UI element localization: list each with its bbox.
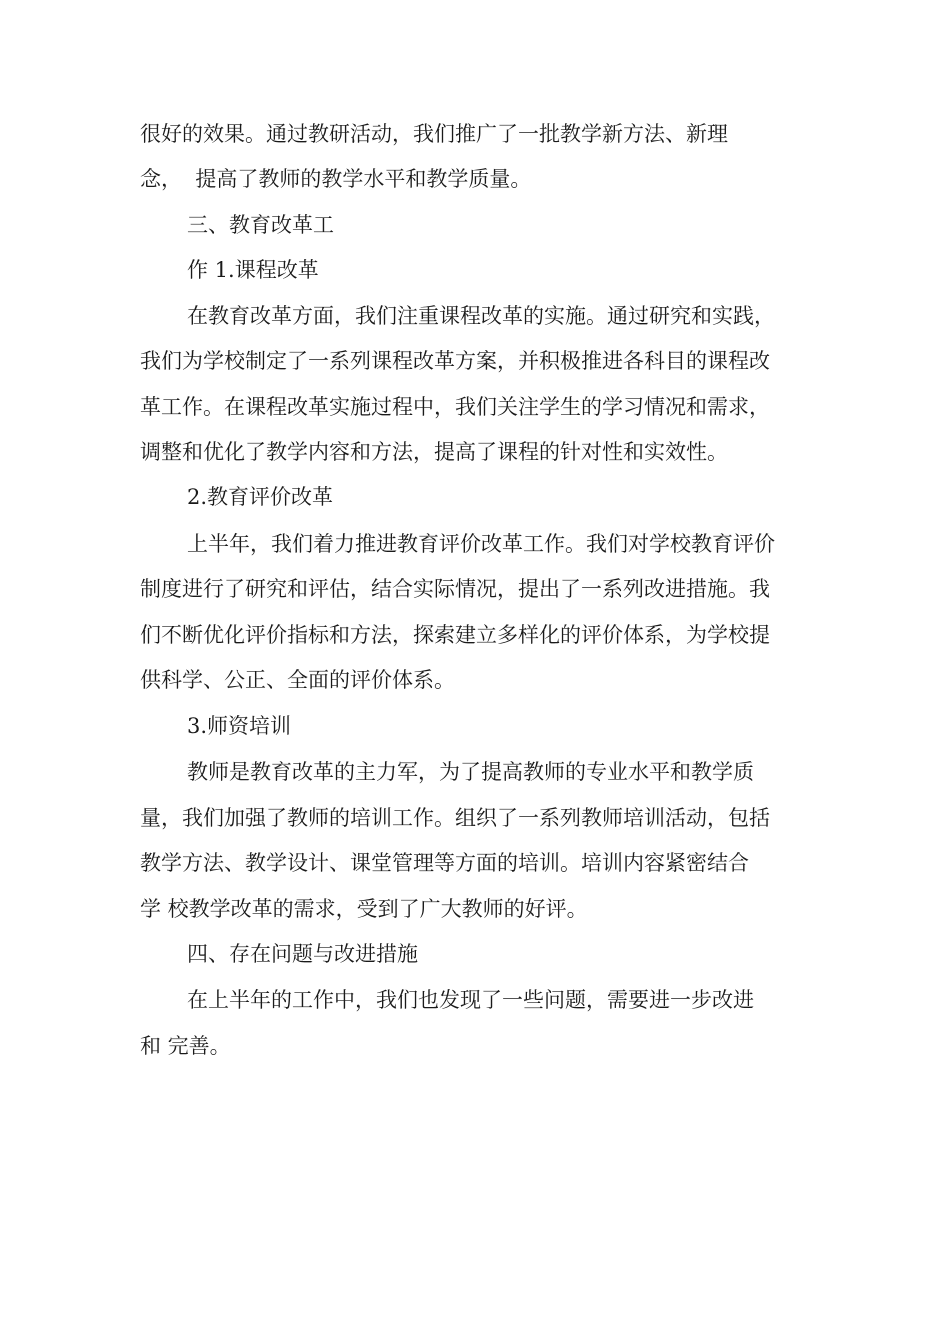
- text-line: 们不断优化评价指标和方法，探索建立多样化的评价体系，为学校提: [140, 623, 770, 647]
- text-line: 制度进行了研究和评估，结合实际情况，提出了一系列改进措施。我: [140, 577, 770, 601]
- text-line: 供科学、公正、全面的评价体系。: [140, 668, 455, 692]
- text-line: 革工作。在课程改革实施过程中，我们关注学生的学习情况和需求，: [140, 395, 770, 419]
- subsection-heading: 3.师资培训: [187, 714, 292, 738]
- text-line: 我们为学校制定了一系列课程改革方案，并积极推进各科目的课程改: [140, 349, 770, 373]
- subsection-heading: 2.教育评价改革: [187, 485, 334, 509]
- text-line: 念， 提高了教师的教学水平和教学质量。: [140, 167, 532, 191]
- section-heading: 作 1.课程改革: [187, 258, 319, 282]
- text-line: 教师是教育改革的主力军，为了提高教师的专业水平和教学质: [187, 760, 754, 784]
- text-line: 和 完善。: [140, 1034, 231, 1058]
- text-line: 在上半年的工作中，我们也发现了一些问题，需要进一步改进: [187, 988, 754, 1012]
- text-line: 上半年，我们着力推进教育评价改革工作。我们对学校教育评价: [187, 532, 775, 556]
- text-line: 调整和优化了教学内容和方法，提高了课程的针对性和实效性。: [140, 440, 728, 464]
- text-line: 在教育改革方面，我们注重课程改革的实施。通过研究和实践，: [187, 304, 775, 328]
- text-line: 量，我们加强了教师的培训工作。组织了一系列教师培训活动，包括: [140, 806, 770, 830]
- text-line: 教学方法、教学设计、课堂管理等方面的培训。培训内容紧密结合: [140, 851, 749, 875]
- text-line: 很好的效果。通过教研活动，我们推广了一批教学新方法、新理: [140, 122, 728, 146]
- text-line: 学 校教学改革的需求，受到了广大教师的好评。: [140, 897, 588, 921]
- section-heading: 四、存在问题与改进措施: [187, 942, 418, 966]
- section-heading: 三、教育改革工: [187, 213, 334, 237]
